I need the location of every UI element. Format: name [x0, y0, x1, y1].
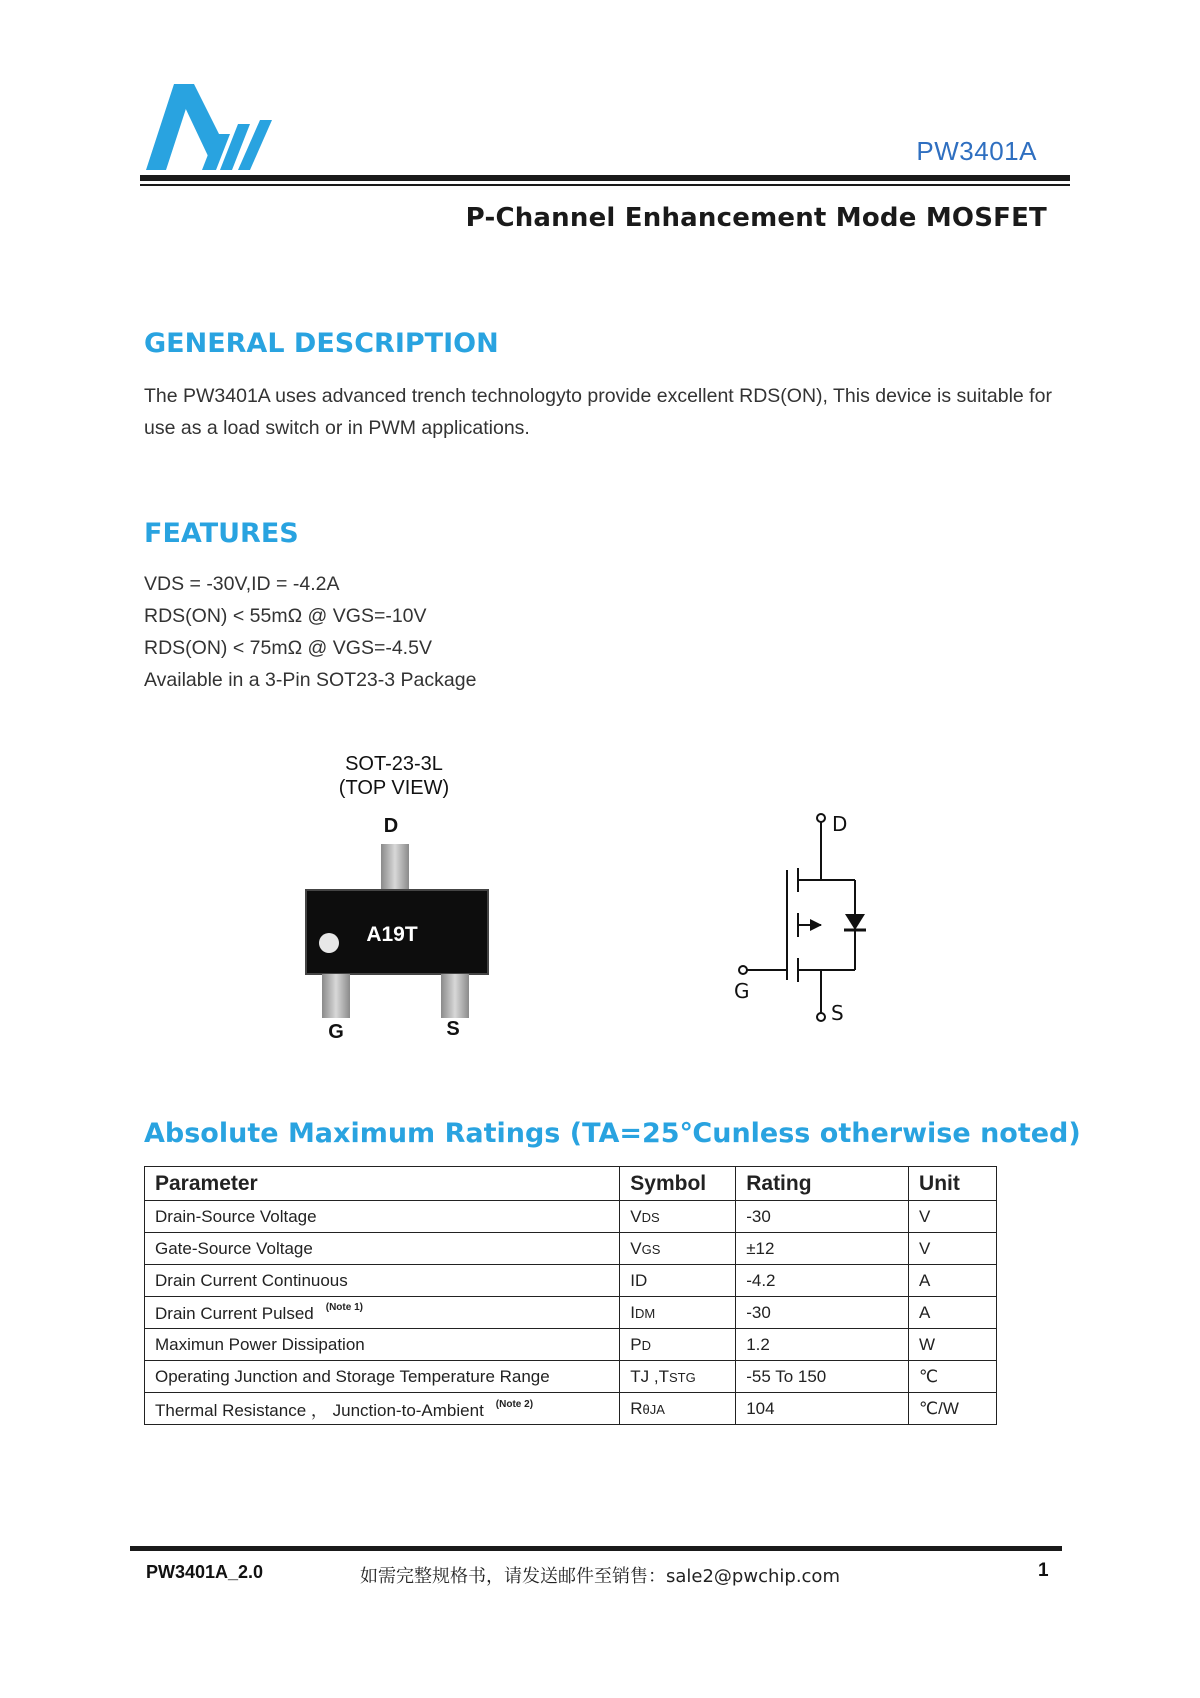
- header-rule-thin: [140, 184, 1070, 186]
- pin1-dot: [319, 933, 339, 953]
- cell-unit: A: [909, 1265, 997, 1297]
- package-title: [296, 752, 492, 800]
- cell-symbol: [620, 1361, 736, 1393]
- general-description-heading: GENERAL DESCRIPTION: [144, 328, 499, 359]
- cell-rating: 1.2: [736, 1329, 909, 1361]
- header-rule-thick: [140, 175, 1070, 181]
- package-title-line1: SOT-23-3L: [345, 753, 443, 775]
- feature-item: VDS = -30V,ID = -4.2A: [144, 573, 340, 595]
- table-row: [145, 1329, 997, 1361]
- table-header-row: [145, 1167, 997, 1201]
- features-heading: FEATURES: [144, 518, 299, 549]
- symbol-subscript: D: [641, 1337, 651, 1353]
- column-header-rating: Rating: [736, 1167, 909, 1201]
- cell-unit: A: [909, 1297, 997, 1329]
- symbol-label-s: S: [831, 1001, 844, 1025]
- parameter-text: Operating Junction and Storage Temperature Range: [155, 1366, 550, 1386]
- lead-source: [441, 974, 469, 1018]
- p-channel-mosfet-symbol: [720, 810, 870, 1025]
- parameter-text: Gate-Source Voltage: [155, 1238, 313, 1258]
- cell-rating: -30: [736, 1201, 909, 1233]
- footer-contact: 如需完整规格书，请发送邮件至销售：sale2@pwchip.com: [360, 1566, 840, 1587]
- feature-item: RDS(ON) < 75mΩ @ VGS=-4.5V: [144, 637, 432, 659]
- pin-label-g: G: [328, 1021, 344, 1042]
- feature-item: Available in a 3-Pin SOT23-3 Package: [144, 669, 477, 691]
- pw-logo-icon: [146, 84, 280, 170]
- cell-rating: -4.2: [736, 1265, 909, 1297]
- body-diode: [845, 914, 865, 930]
- symbol-subscript: DS: [641, 1209, 660, 1225]
- cell-symbol: [620, 1201, 736, 1233]
- lead-gate: [322, 974, 350, 1018]
- table-row: [145, 1233, 997, 1265]
- cell-parameter: [145, 1361, 620, 1393]
- cell-parameter: [145, 1201, 620, 1233]
- symbol-label-g: G: [734, 979, 750, 1003]
- symbol-subscript: θJA: [642, 1401, 665, 1417]
- channel-arrow: [810, 919, 822, 931]
- cell-parameter: [145, 1393, 620, 1425]
- cell-unit: V: [909, 1201, 997, 1233]
- cell-parameter: [145, 1233, 620, 1265]
- cell-symbol: [620, 1233, 736, 1265]
- cell-rating: 104: [736, 1393, 909, 1425]
- parameter-text: Drain Current Pulsed: [155, 1303, 314, 1323]
- cell-parameter: [145, 1265, 620, 1297]
- cell-unit: ℃: [909, 1361, 997, 1393]
- package-marking: A19T: [366, 923, 418, 946]
- symbol-main: P: [630, 1334, 642, 1354]
- cell-parameter: [145, 1329, 620, 1361]
- cell-unit: W: [909, 1329, 997, 1361]
- pin-label-d: D: [383, 815, 399, 837]
- symbol-main: R: [630, 1398, 643, 1418]
- symbol-subscript: STG: [668, 1369, 696, 1385]
- absolute-max-ratings-table: [144, 1166, 997, 1425]
- table-row: [145, 1201, 997, 1233]
- features-list: [144, 568, 476, 696]
- table-row: [145, 1393, 997, 1425]
- symbol-label-d: D: [832, 812, 848, 836]
- table-body: [145, 1201, 997, 1425]
- part-number-header: PW3401A: [916, 136, 1037, 166]
- table-row: [145, 1361, 997, 1393]
- cell-rating: ±12: [736, 1233, 909, 1265]
- symbol-main: ID: [630, 1270, 648, 1290]
- symbol-subscript: DM: [635, 1305, 656, 1321]
- symbol-main: TJ ,T: [630, 1366, 669, 1386]
- page-number: 1: [1038, 1560, 1049, 1581]
- table-row: [145, 1265, 997, 1297]
- parameter-text: Maximun Power Dissipation: [155, 1334, 365, 1354]
- parameter-note: (Note 1): [325, 1301, 363, 1313]
- cell-parameter: [145, 1297, 620, 1329]
- absolute-max-ratings-heading: Absolute Maximum Ratings (TA=25℃unless otherwise noted): [144, 1118, 1081, 1149]
- parameter-text: Thermal Resistance ， Junction-to-Ambient: [155, 1401, 484, 1420]
- sot23-package-drawing: [290, 812, 510, 1042]
- lead-drain: [381, 844, 409, 890]
- parameter-text: Drain-Source Voltage: [155, 1206, 317, 1226]
- cell-unit: ℃/W: [909, 1393, 997, 1425]
- package-title-line2: (TOP VIEW): [338, 777, 450, 799]
- symbol-subscript: GS: [641, 1241, 661, 1257]
- cell-symbol: [620, 1393, 736, 1425]
- cell-rating: -55 To 150: [736, 1361, 909, 1393]
- symbol-main: V: [630, 1238, 642, 1258]
- cell-symbol: [620, 1329, 736, 1361]
- column-header-parameter: Parameter: [145, 1167, 620, 1201]
- column-header-symbol: Symbol: [620, 1167, 736, 1201]
- parameter-note: (Note 2): [495, 1399, 534, 1410]
- footer-rule: [130, 1546, 1062, 1551]
- cell-symbol: [620, 1297, 736, 1329]
- parameter-text: Drain Current Continuous: [155, 1270, 348, 1290]
- footer-version: PW3401A_2.0: [146, 1562, 264, 1582]
- table-row: [145, 1297, 997, 1329]
- pin-label-s: S: [446, 1018, 460, 1040]
- general-description-body: The PW3401A uses advanced trench technologyto provide excellent RDS(ON), This device is suitable for use as a load switch or in PWM applications.: [144, 385, 1052, 439]
- feature-item: RDS(ON) < 55mΩ @ VGS=-10V: [144, 605, 427, 627]
- cell-rating: -30: [736, 1297, 909, 1329]
- document-subtitle: P-Channel Enhancement Mode MOSFET: [465, 203, 1047, 233]
- cell-unit: V: [909, 1233, 997, 1265]
- symbol-main: I: [630, 1302, 635, 1322]
- symbol-main: V: [630, 1206, 642, 1226]
- column-header-unit: Unit: [909, 1167, 997, 1201]
- cell-symbol: [620, 1265, 736, 1297]
